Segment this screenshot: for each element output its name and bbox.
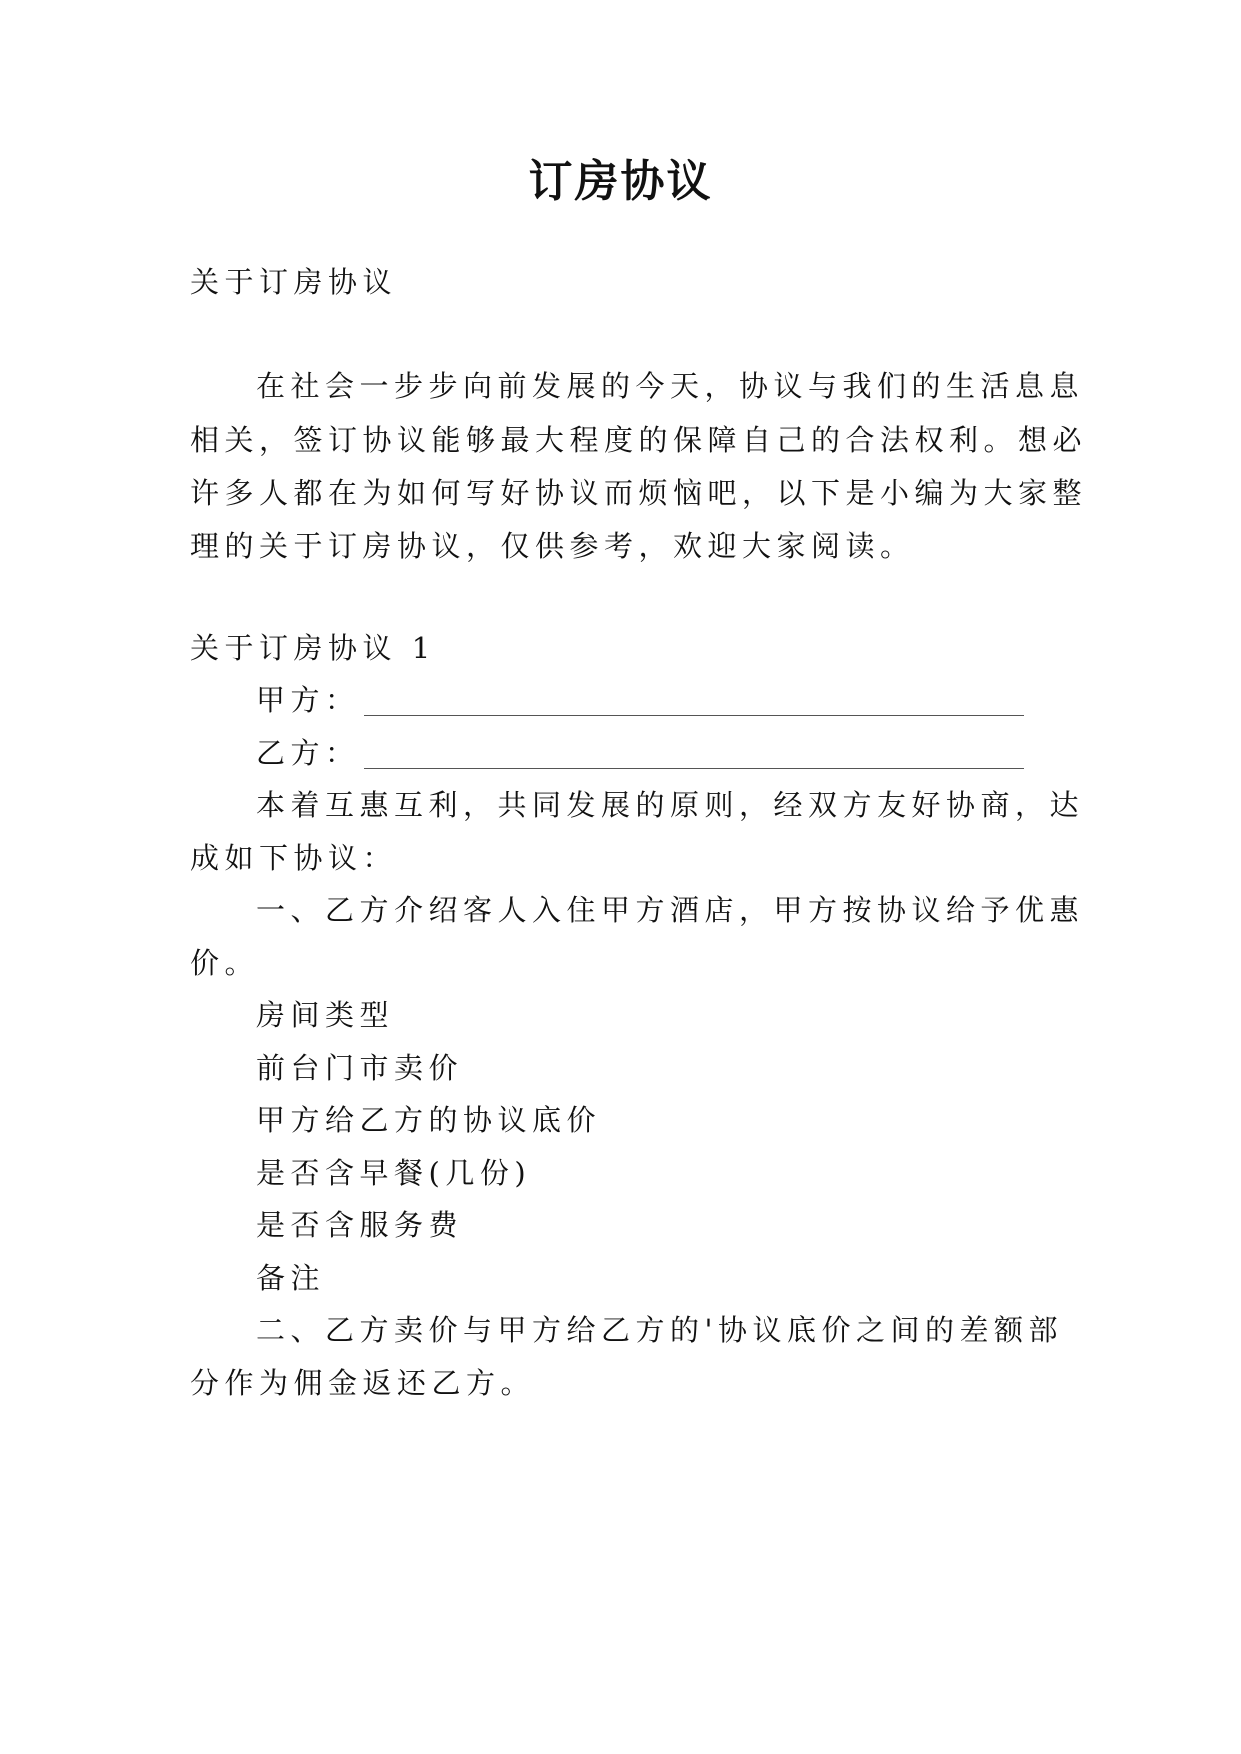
table-item-remarks: 备注 (256, 1261, 326, 1295)
party-b-blank (364, 742, 1024, 769)
section-heading: 关于订房协议 1 (190, 631, 436, 665)
party-a-blank (364, 689, 1024, 716)
party-a-row (256, 680, 1126, 720)
intro-line: 理的关于订房协议，仅供参考，欢迎大家阅读。 (190, 529, 915, 563)
party-b-label: 乙方： (256, 736, 360, 770)
principle-line: 本着互惠互利，共同发展的原则，经双方友好协商，达 (256, 788, 1085, 822)
intro-line: 相关，签订协议能够最大程度的保障自己的合法权利。想必 (190, 423, 1088, 457)
table-item-rack-rate: 前台门市卖价 (256, 1051, 464, 1085)
principle-line: 成如下协议： (190, 841, 398, 875)
intro-line: 许多人都在为如何写好协议而烦恼吧，以下是小编为大家整 (190, 476, 1088, 510)
clause-two-line: 分作为佣金返还乙方。 (190, 1366, 536, 1400)
table-item-service-charge: 是否含服务费 (256, 1208, 464, 1242)
document-subtitle: 关于订房协议 (190, 265, 398, 299)
table-item-room-type: 房间类型 (256, 998, 395, 1032)
table-item-breakfast: 是否含早餐(几份) (256, 1156, 532, 1190)
intro-line: 在社会一步步向前发展的今天，协议与我们的生活息息 (256, 369, 1085, 403)
clause-one-line: 一、乙方介绍客人入住甲方酒店，甲方按协议给予优惠 (256, 893, 1085, 927)
party-a-label: 甲方： (256, 683, 360, 717)
party-b-row (256, 733, 1126, 773)
table-item-agreed-rate: 甲方给乙方的协议底价 (256, 1103, 602, 1137)
document-title: 订房协议 (528, 156, 713, 207)
clause-two-line: 二、乙方卖价与甲方给乙方的'协议底价之间的差额部 (256, 1313, 1063, 1347)
clause-one-line: 价。 (190, 946, 260, 980)
